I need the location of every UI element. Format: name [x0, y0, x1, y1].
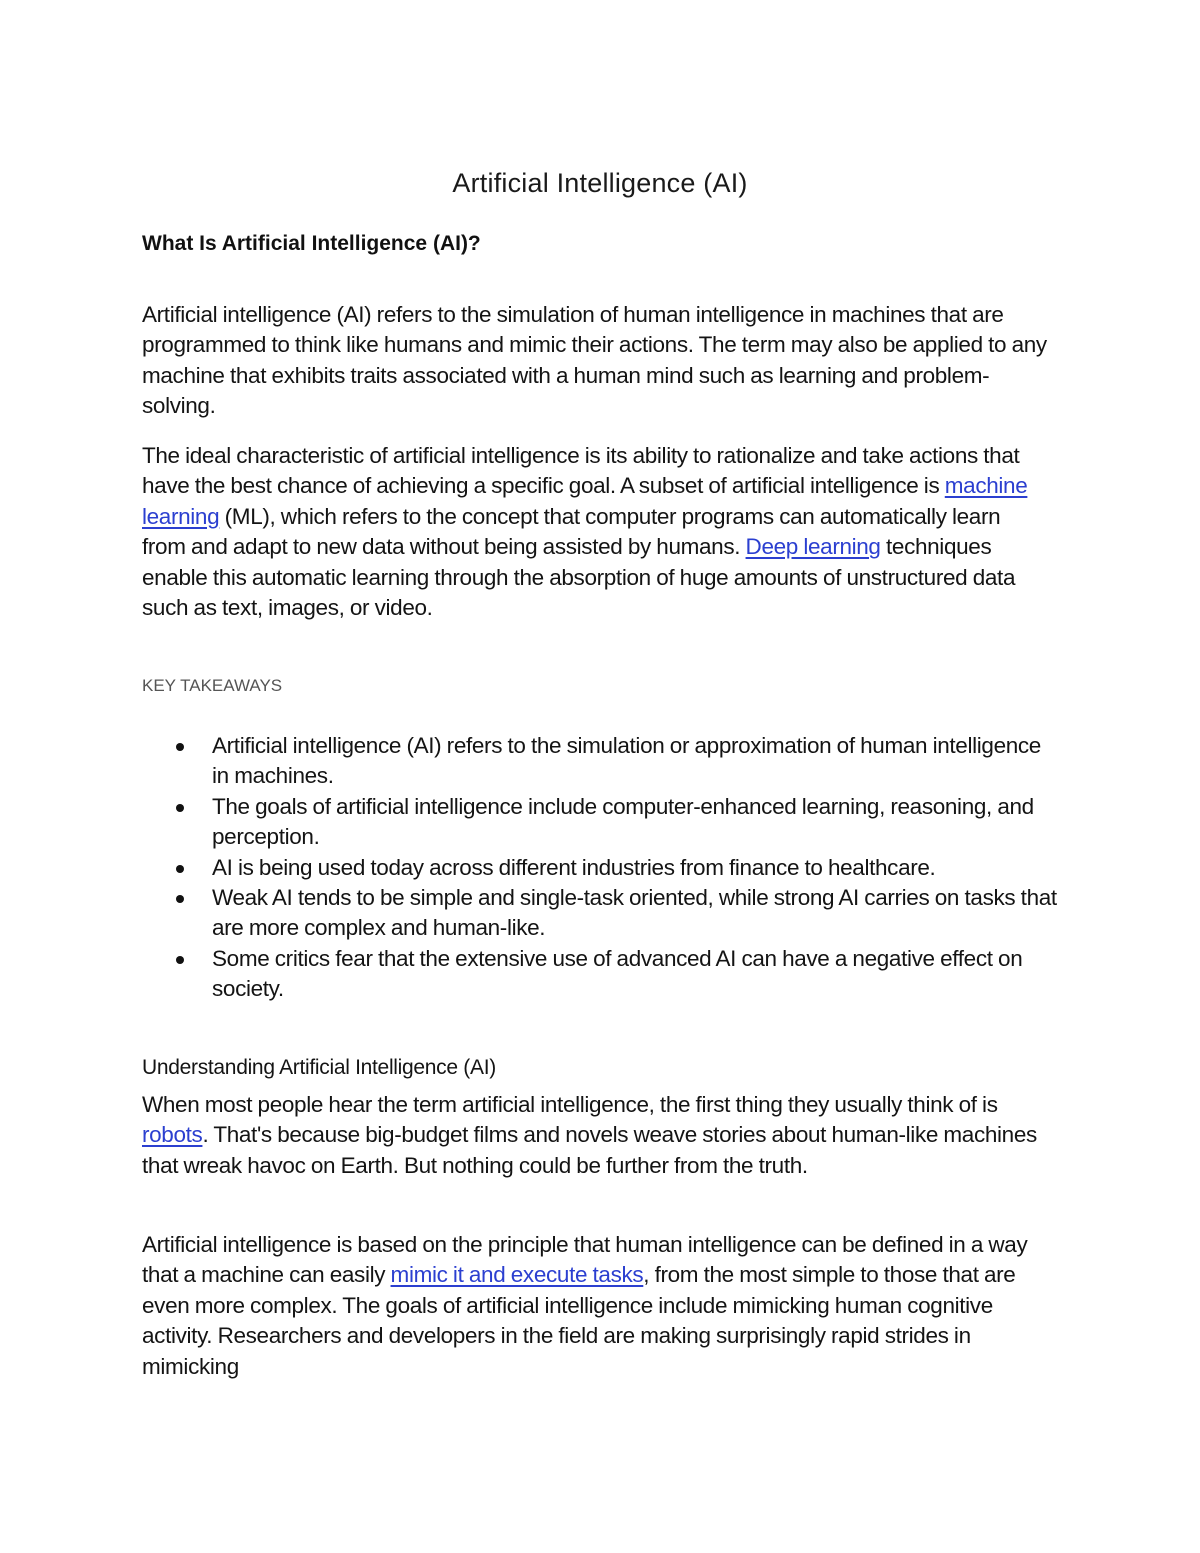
- list-item-text: The goals of artificial intelligence include computer-enhanced learning, reasoning, and perception.: [212, 793, 1034, 850]
- bullet-icon: [176, 743, 184, 751]
- paragraph-text: (ML), which refers to the concept that computer programs can automatically learn from and adapt to new data without being assisted by humans.: [142, 503, 1001, 560]
- list-item-text: AI is being used today across different industries from finance to healthcare.: [212, 854, 936, 880]
- document-title: Artificial Intelligence (AI): [452, 168, 748, 198]
- key-takeaways-label: KEY TAKEAWAYS: [142, 676, 283, 695]
- link-mimic-and-execute-tasks[interactable]: mimic it and execute tasks: [390, 1262, 644, 1288]
- list-item-text: Some critics fear that the extensive use of advanced AI can have a negative effect on society.: [212, 945, 1023, 1002]
- bullet-icon: [176, 956, 184, 964]
- link-machine-learning[interactable]: machine learning: [142, 473, 1028, 529]
- section-heading-what-is-ai: What Is Artificial Intelligence (AI)?: [142, 232, 481, 255]
- paragraph-ideal-characteristic: [142, 441, 1047, 623]
- paragraph-principle: [142, 1230, 1047, 1382]
- bullet-icon: [176, 865, 184, 873]
- list-item: [142, 731, 1062, 792]
- list-item: [142, 944, 1062, 1005]
- paragraph-definition: Artificial intelligence (AI) refers to the simulation of human intelligence in machines that are programmed to think like humans and mimic their actions. The term may also be applied to any machine that exhibits traits associated with a human mind such as learning and problem-solving.: [142, 302, 1047, 419]
- list-item: [142, 883, 1062, 944]
- section-heading-understanding-ai: Understanding Artificial Intelligence (AI): [142, 1056, 496, 1079]
- paragraph-text: The ideal characteristic of artificial intelligence is its ability to rationalize and take actions that have the best chance of achieving a specific goal. A subset of artificial intelligence is: [142, 443, 1020, 499]
- paragraph-text: , from the most simple to those that are even more complex. The goals of artificial intelligence include mimicking human cognitive activity. Researchers and developers in the field are making surprisingly rapid strides in mimicking: [142, 1262, 1016, 1379]
- link-robots[interactable]: robots: [142, 1122, 203, 1148]
- paragraph-text: techniques enable this automatic learning through the absorption of huge amounts of unstructured data such as text, images, or video.: [142, 534, 1016, 621]
- list-item: [142, 853, 1062, 883]
- bullet-icon: [176, 895, 184, 903]
- list-item-text: Weak AI tends to be simple and single-task oriented, while strong AI carries on tasks that are more complex and human-like.: [212, 885, 1057, 941]
- paragraph-text: . That's because big-budget films and novels weave stories about human-like machines that wreak havoc on Earth. But nothing could be further from the truth.: [142, 1122, 1037, 1178]
- paragraph-robots: [142, 1090, 1047, 1181]
- list-item: [142, 792, 1062, 853]
- key-takeaways-list: [142, 731, 1062, 1005]
- link-deep-learning[interactable]: Deep learning: [745, 534, 881, 560]
- bullet-icon: [176, 804, 184, 812]
- paragraph-text: Artificial intelligence is based on the principle that human intelligence can be defined in a way that a machine can easily: [142, 1232, 1028, 1288]
- paragraph-text: When most people hear the term artificial intelligence, the first thing they usually think of is: [142, 1092, 998, 1117]
- list-item-text: Artificial intelligence (AI) refers to the simulation or approximation of human intelligence in machines.: [212, 733, 1041, 789]
